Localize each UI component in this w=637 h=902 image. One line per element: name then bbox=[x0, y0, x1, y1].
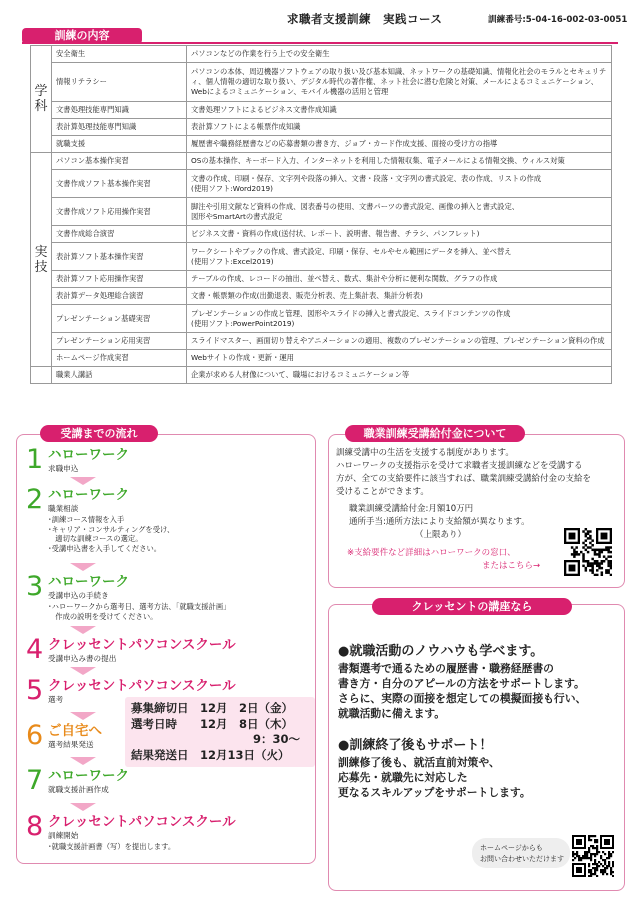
benefit-line-2: ハローワークの支援指示を受けて求職者支援訓練などを受講する bbox=[336, 461, 583, 471]
content-cell: テーブルの作成、レコードの抽出、並べ替え、数式、集計や分析に便利な関数、グラフの作成 bbox=[187, 271, 612, 288]
commute-allowance: 通所手当:通所方法により支給額が異なります。 bbox=[349, 517, 530, 527]
allowance-cap: （上限あり） bbox=[415, 530, 467, 540]
point2-title: ●訓練終了後もサポート！ bbox=[338, 738, 493, 753]
step-title: クレッセントパソコンスクール bbox=[48, 637, 236, 653]
point2-line-1: 訓練修了後も、就活直前対策や、 bbox=[338, 756, 500, 769]
curriculum-row bbox=[31, 350, 612, 367]
content-cell: ワークシートやブックの作成、書式設定、印刷・保存、セルやセル範囲にデータを挿入、並べ替え (使用ソフト:Excel2019) bbox=[187, 243, 612, 271]
subject-cell: ホームページ作成実習 bbox=[52, 350, 187, 367]
category-label: 実 技 bbox=[31, 153, 52, 367]
subject-cell: 情報リテラシー bbox=[52, 63, 187, 102]
subject-cell: プレゼンテーション応用実習 bbox=[52, 333, 187, 350]
flow-arrow bbox=[70, 667, 96, 675]
subject-cell: 就職支援 bbox=[52, 136, 187, 153]
curriculum-table bbox=[30, 45, 612, 384]
flow-arrow bbox=[70, 757, 96, 765]
flow-arrow bbox=[70, 477, 96, 485]
subject-cell: 文書作成総合演習 bbox=[52, 226, 187, 243]
curriculum-row bbox=[31, 288, 612, 305]
point1-line-2: 書き方・自分のアピールの方法をサポートします。 bbox=[338, 677, 585, 690]
step-title: クレッセントパソコンスクール bbox=[48, 814, 236, 830]
benefit-amount: 職業訓練受講給付金:月額10万円 bbox=[349, 504, 474, 514]
step-detail: ･訓練コース情報を入手 bbox=[48, 515, 125, 524]
subject-cell: 文書作成ソフト応用操作実習 bbox=[52, 198, 187, 226]
benefit-note: ※支給要件など詳細はハローワークの窓口、 bbox=[347, 548, 516, 558]
benefit-qr-code[interactable] bbox=[564, 528, 612, 576]
step-subtitle: 訓練開始 bbox=[48, 831, 79, 840]
step-subtitle: 職業相談 bbox=[48, 504, 79, 513]
step-number: 7 bbox=[26, 765, 44, 796]
step-detail: ･受講申込書を入手してください。 bbox=[48, 543, 162, 553]
flow-arrow bbox=[70, 712, 96, 720]
step-subtitle: 受講申込の手続き bbox=[48, 591, 109, 600]
category-label: 学 科 bbox=[31, 46, 52, 153]
curriculum-row bbox=[31, 153, 612, 170]
subject-cell: 安全衛生 bbox=[52, 46, 187, 63]
contact-line-1: ホームページからも bbox=[480, 844, 543, 852]
curriculum-row bbox=[31, 63, 612, 102]
content-cell: 履歴書や職務経歴書などの応募書類の書き方、ジョブ・カード作成支援、面接の受け方の指導 bbox=[187, 136, 612, 153]
subject-cell: プレゼンテーション基礎実習 bbox=[52, 305, 187, 333]
content-cell: 文書の作成、印刷・保存、文字列や段落の挿入、文書・段落・文字列の書式設定、表の作成、リストの作成 (使用ソフト:Word2019) bbox=[187, 170, 612, 198]
step-number: 3 bbox=[26, 571, 44, 602]
step-subtitle: 求職申込 bbox=[48, 464, 79, 473]
step-number: 5 bbox=[26, 675, 44, 706]
step-number: 8 bbox=[26, 811, 44, 842]
content-cell: OSの基本操作、キーボード入力、インターネットを利用した情報収集、電子メールによる情報交換、ウィルス対策 bbox=[187, 153, 612, 170]
curriculum-row bbox=[31, 243, 612, 271]
benefit-line-4: 受けることができます。 bbox=[336, 487, 429, 497]
content-cell: 文書処理ソフトによるビジネス文書作成知識 bbox=[187, 102, 612, 119]
step-title: クレッセントパソコンスクール bbox=[48, 678, 236, 694]
homepage-qr-code[interactable] bbox=[572, 835, 614, 877]
curriculum-row bbox=[31, 333, 612, 350]
curriculum-row bbox=[31, 119, 612, 136]
point1-line-3: さらに、実際の面接を想定しての模擬面接も行い、 bbox=[338, 692, 587, 705]
schedule-exam: 選考日時 12月 8日（木） bbox=[131, 717, 294, 731]
content-cell: スライドマスター、画面切り替えやアニメーションの適用、複数のプレゼンテーションの管理、プレゼンテーション資料の作成 bbox=[187, 333, 612, 350]
flow-arrow bbox=[70, 803, 96, 811]
benefit-note-link[interactable]: またはこちら→ bbox=[482, 561, 541, 571]
subject-cell: 職業人講話 bbox=[52, 367, 187, 384]
step-subtitle: 就職支援計画作成 bbox=[48, 785, 109, 794]
step-detail: ･就職支援計画書（写）を提出します。 bbox=[48, 842, 176, 851]
heading-rule bbox=[22, 42, 618, 44]
point2-line-3: 更なるスキルアップをサポートします。 bbox=[338, 786, 531, 799]
content-cell: 文書・帳票類の作成(出勤退表、販売分析表、売上集計表、集計分析表) bbox=[187, 288, 612, 305]
subject-cell: 表計算ソフト応用操作実習 bbox=[52, 271, 187, 288]
content-cell: パソコンの本体、周辺機器ソフトウェアの取り扱い及び基本知識、ネットワークの基礎知識、情報化社会のモラルとセキュリティ、個人情報の適切な取り扱い、デジタル時代の著作権、ネット社会に潜む危険と対策、メールによるコミュニケーション、Webによるコミュニケーション、モバイル機器の活用と管理 bbox=[187, 63, 612, 102]
contact-bubble bbox=[472, 838, 570, 868]
flow-arrow bbox=[70, 563, 96, 571]
step-detail: 適切な訓練コースの選定。 bbox=[48, 534, 143, 543]
category-label bbox=[31, 367, 52, 384]
benefit-line-3: 方が、全ての支給要件に該当すれば、職業訓練受講給付金の支給を bbox=[336, 474, 592, 484]
flow-heading: 受講までの流れ bbox=[40, 425, 158, 442]
step-subtitle: 受講申込み書の提出 bbox=[48, 654, 117, 663]
point2-line-2: 応募先・就職先に対応した bbox=[338, 771, 468, 784]
curriculum-row bbox=[31, 198, 612, 226]
step-title: ご自宅へ bbox=[48, 723, 102, 739]
content-cell: 表計算ソフトによる帳票作成知識 bbox=[187, 119, 612, 136]
curriculum-row bbox=[31, 136, 612, 153]
benefit-heading: 職業訓練受講給付金について bbox=[345, 425, 525, 442]
content-cell: 脚注や引用文献など資料の作成、図表番号の使用、文書パーツの書式設定、画像の挿入と書式設定、 図形やSmartArtの書式設定 bbox=[187, 198, 612, 226]
step-number: 1 bbox=[26, 444, 44, 475]
step-subtitle: 選考結果発送 bbox=[48, 740, 94, 749]
step-number: 2 bbox=[26, 484, 44, 515]
subject-cell: パソコン基本操作実習 bbox=[52, 153, 187, 170]
content-cell: Webサイトの作成・更新・運用 bbox=[187, 350, 612, 367]
schedule-deadline: 募集締切日 12月 2日（金） bbox=[131, 701, 294, 715]
flow-arrow bbox=[70, 626, 96, 634]
subject-cell: 文書処理技能専門知識 bbox=[52, 102, 187, 119]
content-cell: プレゼンテーションの作成と管理、図形やスライドの挿入と書式設定、スライドコンテンツの作成 (使用ソフト:PowerPoint2019) bbox=[187, 305, 612, 333]
curriculum-row bbox=[31, 102, 612, 119]
step-title: ハローワーク bbox=[48, 574, 129, 590]
step-detail: 作成の説明を受けてください。 bbox=[48, 611, 158, 621]
step-subtitle: 選考 bbox=[48, 695, 64, 704]
point1-line-1: 書類選考で通るための履歴書・職務経歴書の bbox=[338, 662, 554, 675]
benefit-line-1: 訓練受講中の生活を支援する制度があります。 bbox=[336, 448, 514, 458]
step-title: ハローワーク bbox=[48, 487, 129, 503]
schedule-result: 結果発送日 12月13日（火） bbox=[131, 748, 290, 762]
point1-title: ●就職活動のノウハウも学べます。 bbox=[338, 644, 544, 659]
course-title: 求職者支援訓練 実践コース bbox=[287, 12, 443, 26]
curriculum-row bbox=[31, 367, 612, 384]
step-detail: ･キャリア・コンサルティングを受け、 bbox=[48, 524, 175, 534]
crescent-heading: クレッセントの講座なら bbox=[372, 598, 572, 615]
content-cell: 企業が求める人材像について、職場におけるコミュニケーション等 bbox=[187, 367, 612, 384]
schedule-panel bbox=[125, 697, 315, 767]
curriculum-row bbox=[31, 226, 612, 243]
contact-line-2: お問い合わせいただけます bbox=[480, 855, 564, 863]
step-number: 6 bbox=[26, 720, 44, 751]
curriculum-row bbox=[31, 271, 612, 288]
training-number: 訓練番号:5-04-16-002-03-0051 bbox=[488, 15, 628, 25]
subject-cell: 表計算処理技能専門知識 bbox=[52, 119, 187, 136]
step-detail: ･ハローワークから選考日、選考方法、｢就職支援計画｣ bbox=[48, 602, 227, 611]
content-cell: パソコンなどの作業を行う上での安全衛生 bbox=[187, 46, 612, 63]
curriculum-row bbox=[31, 46, 612, 63]
curriculum-row bbox=[31, 305, 612, 333]
schedule-exam-time: 9：30～ bbox=[253, 732, 301, 746]
subject-cell: 文書作成ソフト基本操作実習 bbox=[52, 170, 187, 198]
training-content-heading: 訓練の内容 bbox=[22, 28, 142, 44]
subject-cell: 表計算データ処理総合演習 bbox=[52, 288, 187, 305]
step-number: 4 bbox=[26, 634, 44, 665]
subject-cell: 表計算ソフト基本操作実習 bbox=[52, 243, 187, 271]
point1-line-4: 就職活動に備えます。 bbox=[338, 707, 446, 720]
step-title: ハローワーク bbox=[48, 447, 129, 463]
step-title: ハローワーク bbox=[48, 768, 129, 784]
content-cell: ビジネス文書・資料の作成(送付状、レポート、説明書、報告書、チラシ、パンフレット) bbox=[187, 226, 612, 243]
curriculum-row bbox=[31, 170, 612, 198]
